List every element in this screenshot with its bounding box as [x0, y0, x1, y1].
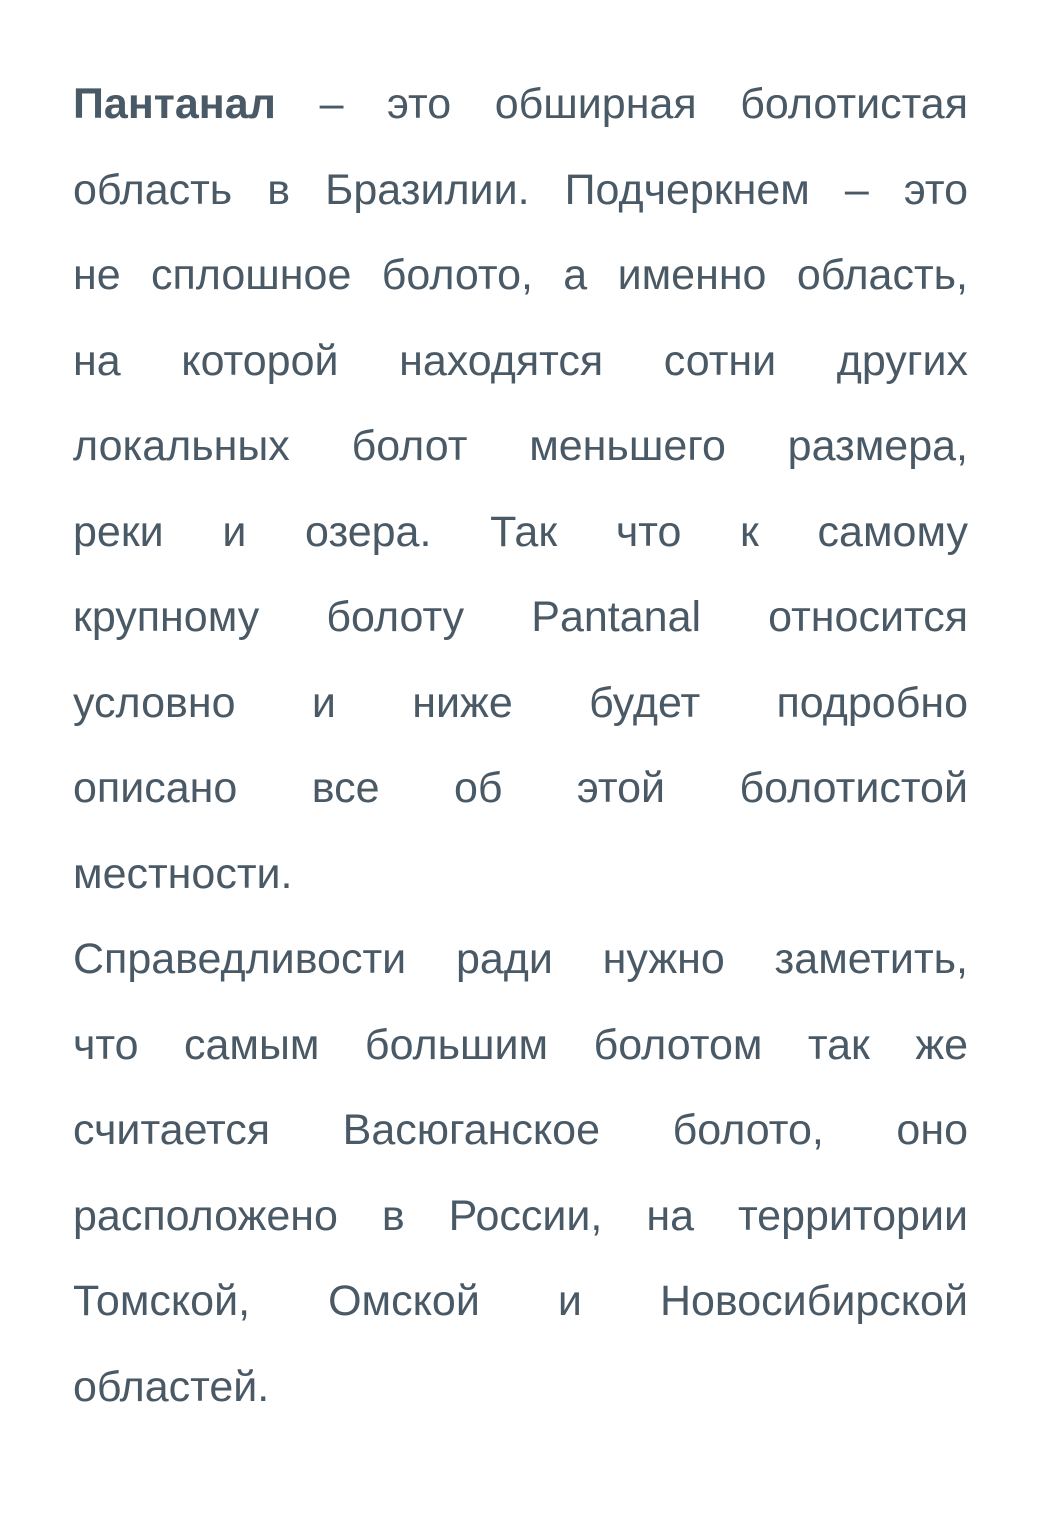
text-line: реки и озера. Так что к самому — [73, 507, 968, 556]
text-line: на которой находятся сотни других — [73, 336, 968, 385]
text-line: областей. — [73, 1362, 270, 1411]
text-line: местности. — [73, 849, 293, 898]
paragraph-vasyugan — [73, 917, 968, 1430]
text-line: расположено в России, на территории — [73, 1191, 968, 1240]
text-line: крупному болоту Pantanal относится — [73, 593, 968, 641]
text-line: Томской, Омской и Новосибирской — [73, 1277, 968, 1325]
text-line: условно и ниже будет подробно — [73, 678, 968, 727]
term-pantanal: Пантанал — [73, 80, 276, 128]
text-line: не сплошное болото, а именно область, — [73, 251, 968, 299]
text-line: считается Васюганское болото, оно — [73, 1106, 968, 1154]
text-line: описано все об этой болотистой — [73, 764, 968, 812]
paragraph-pantanal — [73, 62, 968, 917]
text-line: Справедливости ради нужно заметить, — [73, 935, 968, 983]
text-line: область в Бразилии. Подчеркнем – это — [73, 165, 968, 214]
text-line: локальных болот меньшего размера, — [73, 422, 968, 470]
text-line: что самым большим болотом так же — [73, 1020, 968, 1069]
text-line: Пантанал – это обширная болотистая — [73, 80, 968, 128]
